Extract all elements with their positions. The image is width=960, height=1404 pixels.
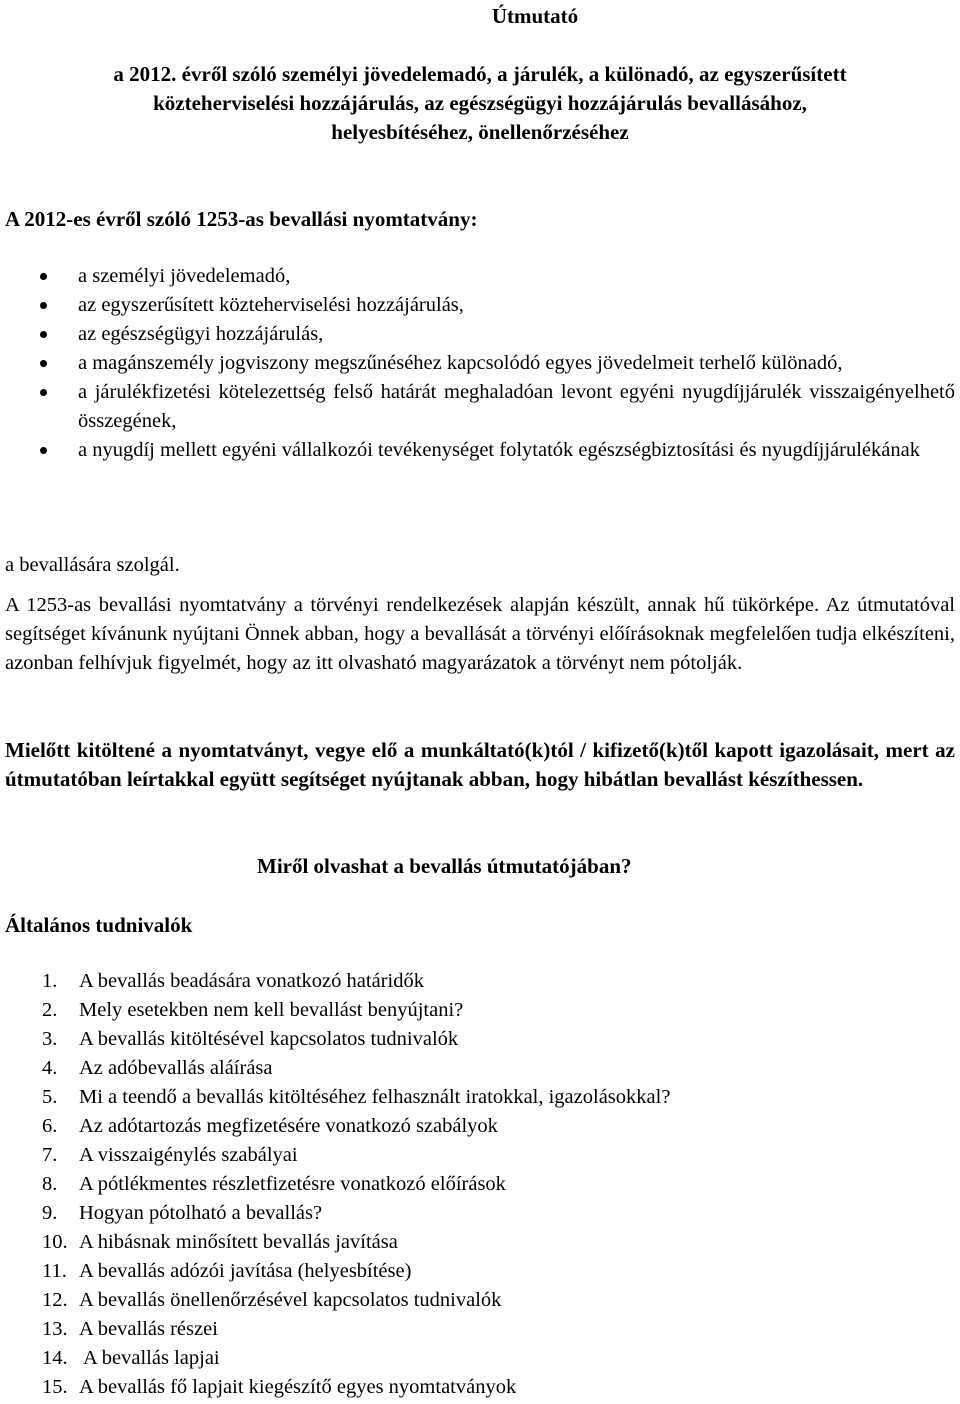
toc-item <box>5 1141 670 1170</box>
bullet-item <box>5 262 955 291</box>
toc-item <box>5 1112 670 1141</box>
toc-item-number: 3. <box>42 1028 58 1050</box>
toc-item-number: 6. <box>42 1115 58 1137</box>
toc-item <box>5 1025 670 1054</box>
toc-item-text: A visszaigénylés szabályai <box>79 1144 298 1166</box>
toc-item-text: A bevallás adózói javítása (helyesbítése) <box>79 1260 412 1282</box>
toc-item <box>5 1257 670 1286</box>
bullet-text: az egészségügyi hozzájárulás, <box>78 323 324 345</box>
bullet-text: az egyszerűsített közteherviselési hozzájárulás, <box>78 294 464 316</box>
toc-item <box>5 967 670 996</box>
bullet-text: a magánszemély jogviszony megszűnéséhez kapcsolódó egyes jövedelmeit terhelő különadó, <box>78 352 843 374</box>
toc-item <box>5 1373 670 1402</box>
toc-item-text: A hibásnak minősített bevallás javítása <box>79 1231 398 1253</box>
toc-item <box>5 1170 670 1199</box>
toc-item-text: A bevallás fő lapjait kiegészítő egyes nyomtatványok <box>79 1376 517 1398</box>
toc-item-number: 15. <box>42 1376 68 1398</box>
toc-item-text: Hogyan pótolható a bevallás? <box>79 1202 323 1224</box>
bullet-dot-icon <box>40 447 47 454</box>
toc-item-number: 8. <box>42 1173 58 1195</box>
bullet-item <box>5 378 955 436</box>
bullet-text: a járulékfizetési kötelezettség felső határát meghaladóan levont egyéni nyugdíjjárulék visszaigényelhető összegének, <box>78 381 955 432</box>
table-of-contents <box>5 967 670 1402</box>
bullet-text: a nyugdíj mellett egyéni vállalkozói tevékenységet folytatók egészségbiztosítási és nyugdíjjárulékának <box>78 439 920 461</box>
toc-item-number: 11. <box>42 1260 67 1282</box>
toc-item-number: 12. <box>42 1289 68 1311</box>
subtitle-line: helyesbítéséhez, önellenőrzéséhez <box>331 120 629 144</box>
toc-item-text: A bevallás önellenőrzésével kapcsolatos tudnivalók <box>79 1289 502 1311</box>
toc-item-text: A bevallás részei <box>79 1318 218 1340</box>
bullet-list <box>5 262 955 465</box>
toc-item <box>5 1315 670 1344</box>
toc-item <box>5 1199 670 1228</box>
toc-item <box>5 1054 670 1083</box>
contents-heading: Miről olvashat a bevallás útmutatójában? <box>257 854 632 878</box>
bullet-text: a személyi jövedelemadó, <box>78 265 291 287</box>
toc-item-text: A pótlékmentes részletfizetésre vonatkozó előírások <box>79 1173 506 1195</box>
toc-item-text: Az adótartozás megfizetésére vonatkozó szabályok <box>79 1115 498 1137</box>
toc-item <box>5 1286 670 1315</box>
toc-item-number: 7. <box>42 1144 58 1166</box>
document-subtitle <box>5 60 955 147</box>
toc-item-text: A bevallás kitöltésével kapcsolatos tudnivalók <box>79 1028 459 1050</box>
bullet-item <box>5 436 955 465</box>
bullet-dot-icon <box>40 389 47 396</box>
toc-item-text: A bevallás lapjai <box>79 1347 220 1369</box>
toc-item-number: 13. <box>42 1318 68 1340</box>
bullet-dot-icon <box>40 331 47 338</box>
notice-paragraph: Mielőtt kitöltené a nyomtatványt, vegye elő a munkáltató(k)tól / kifizető(k)től kapott igazolásait, mert az útmutatóban leírtakkal együtt segítséget nyújtanak abban, hogy hibátlan bevallást készíthessen. <box>5 738 955 791</box>
toc-item-number: 14. <box>42 1347 68 1369</box>
document-title: Útmutató <box>491 4 579 28</box>
toc-item-text: Mely esetekben nem kell bevallást benyújtani? <box>79 999 464 1021</box>
toc-item-text: A bevallás beadására vonatkozó határidők <box>79 970 424 992</box>
toc-item-number: 4. <box>42 1057 58 1079</box>
section-heading: Általános tudnivalók <box>5 913 193 937</box>
bullet-item <box>5 291 955 320</box>
bullet-item <box>5 320 955 349</box>
bullet-dot-icon <box>40 273 47 280</box>
bullet-dot-icon <box>40 360 47 367</box>
toc-item-number: 2. <box>42 999 58 1021</box>
toc-item <box>5 1344 670 1373</box>
bullet-dot-icon <box>40 302 47 309</box>
toc-item <box>5 996 670 1025</box>
bullet-closing-text: a bevallására szolgál. <box>5 554 180 576</box>
subtitle-line: a 2012. évről szóló személyi jövedelemadó, a járulék, a különadó, az egyszerűsített <box>113 62 847 86</box>
toc-item <box>5 1228 670 1257</box>
toc-item-number: 9. <box>42 1202 58 1224</box>
toc-item-number: 10. <box>42 1231 68 1253</box>
bullet-item <box>5 349 955 378</box>
toc-item-text: Az adóbevallás aláírása <box>79 1057 273 1079</box>
toc-item-text: Mi a teendő a bevallás kitöltéséhez felhasznált iratokkal, igazolásokkal? <box>79 1086 671 1108</box>
toc-item-number: 1. <box>42 970 58 992</box>
subtitle-line: közteherviselési hozzájárulás, az egészségügyi hozzájárulás bevallásához, <box>153 91 807 115</box>
form-heading: A 2012-es évről szóló 1253-as bevallási nyomtatvány: <box>5 207 478 231</box>
intro-paragraph: A 1253-as bevallási nyomtatvány a törvényi rendelkezések alapján készült, annak hű tükörképe. Az útmutatóval segítséget kívánunk nyújtani Önnek abban, hogy a bevallását a törvényi előírásoknak megfelelően tudja elkészíteni, azonban felhívjuk figyelmét, hogy az itt olvasható magyarázatok a törvényt nem pótolják. <box>5 594 955 674</box>
toc-item <box>5 1083 670 1112</box>
toc-item-number: 5. <box>42 1086 58 1108</box>
